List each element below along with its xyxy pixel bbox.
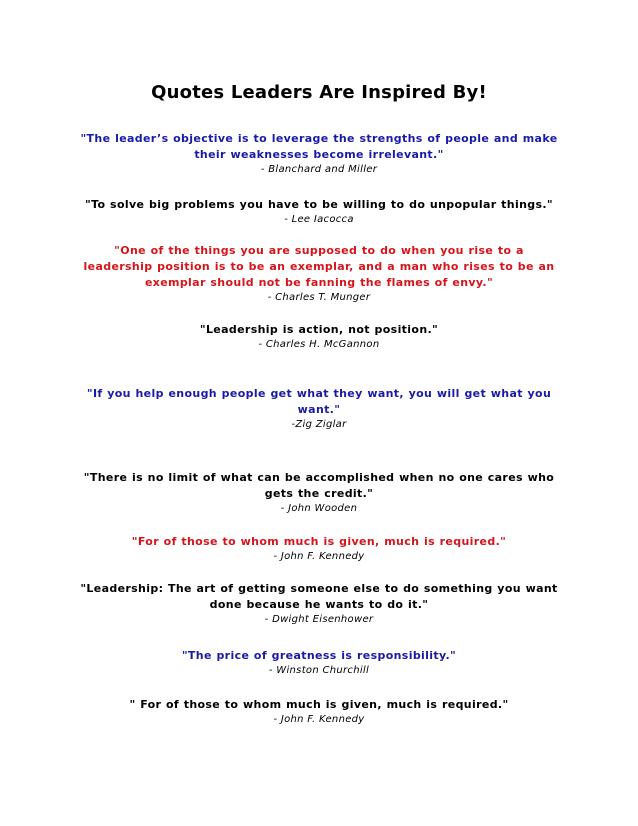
quote-author: - Dwight Eisenhower (264, 614, 374, 625)
quote-block (80, 697, 558, 727)
quote-author: - John F. Kennedy (273, 551, 365, 562)
quote-author: -Zig Ziglar (291, 419, 347, 430)
quote-block (80, 131, 558, 177)
quote-text: " For of those to whom much is given, much is required." (129, 698, 509, 711)
quote-author: - John F. Kennedy (273, 714, 365, 725)
quote-text: "Leadership is action, not position." (199, 323, 439, 336)
quote-author: - Lee Iacocca (284, 214, 354, 225)
quote-block (80, 243, 558, 305)
quote-text: "If you help enough people get what they want, you will get what you want." (86, 387, 552, 416)
page-title: Quotes Leaders Are Inspired By! (151, 82, 487, 103)
quote-author: - Blanchard and Miller (260, 164, 378, 175)
quote-text: "The leader’s objective is to leverage the strengths of people and make their weaknesses become irrelevant." (80, 132, 558, 161)
quote-text: "The price of greatness is responsibility." (181, 649, 457, 662)
quote-author: - Winston Churchill (268, 665, 370, 676)
quote-author: - John Wooden (280, 503, 358, 514)
quote-text: "To solve big problems you have to be willing to do unpopular things." (84, 198, 553, 211)
quote-block (80, 386, 558, 432)
quote-author: - Charles H. McGannon (258, 339, 380, 350)
quote-block (80, 534, 558, 564)
quote-text: "For of those to whom much is given, much is required." (131, 535, 507, 548)
quote-author: - Charles T. Munger (267, 292, 371, 303)
quote-text: "Leadership: The art of getting someone else to do something you want done because he wants to do it." (80, 582, 558, 611)
quote-block (80, 581, 558, 627)
quote-text: "One of the things you are supposed to do when you rise to a leadership position is to be an exemplar, and a man who rises to be an exemplar should not be fanning the flames of envy." (83, 244, 555, 289)
quote-text: "There is no limit of what can be accomplished when no one cares who gets the credit." (83, 471, 555, 500)
quote-block (80, 648, 558, 678)
quote-block (80, 197, 558, 227)
quote-block (80, 322, 558, 352)
quote-block (80, 470, 558, 516)
